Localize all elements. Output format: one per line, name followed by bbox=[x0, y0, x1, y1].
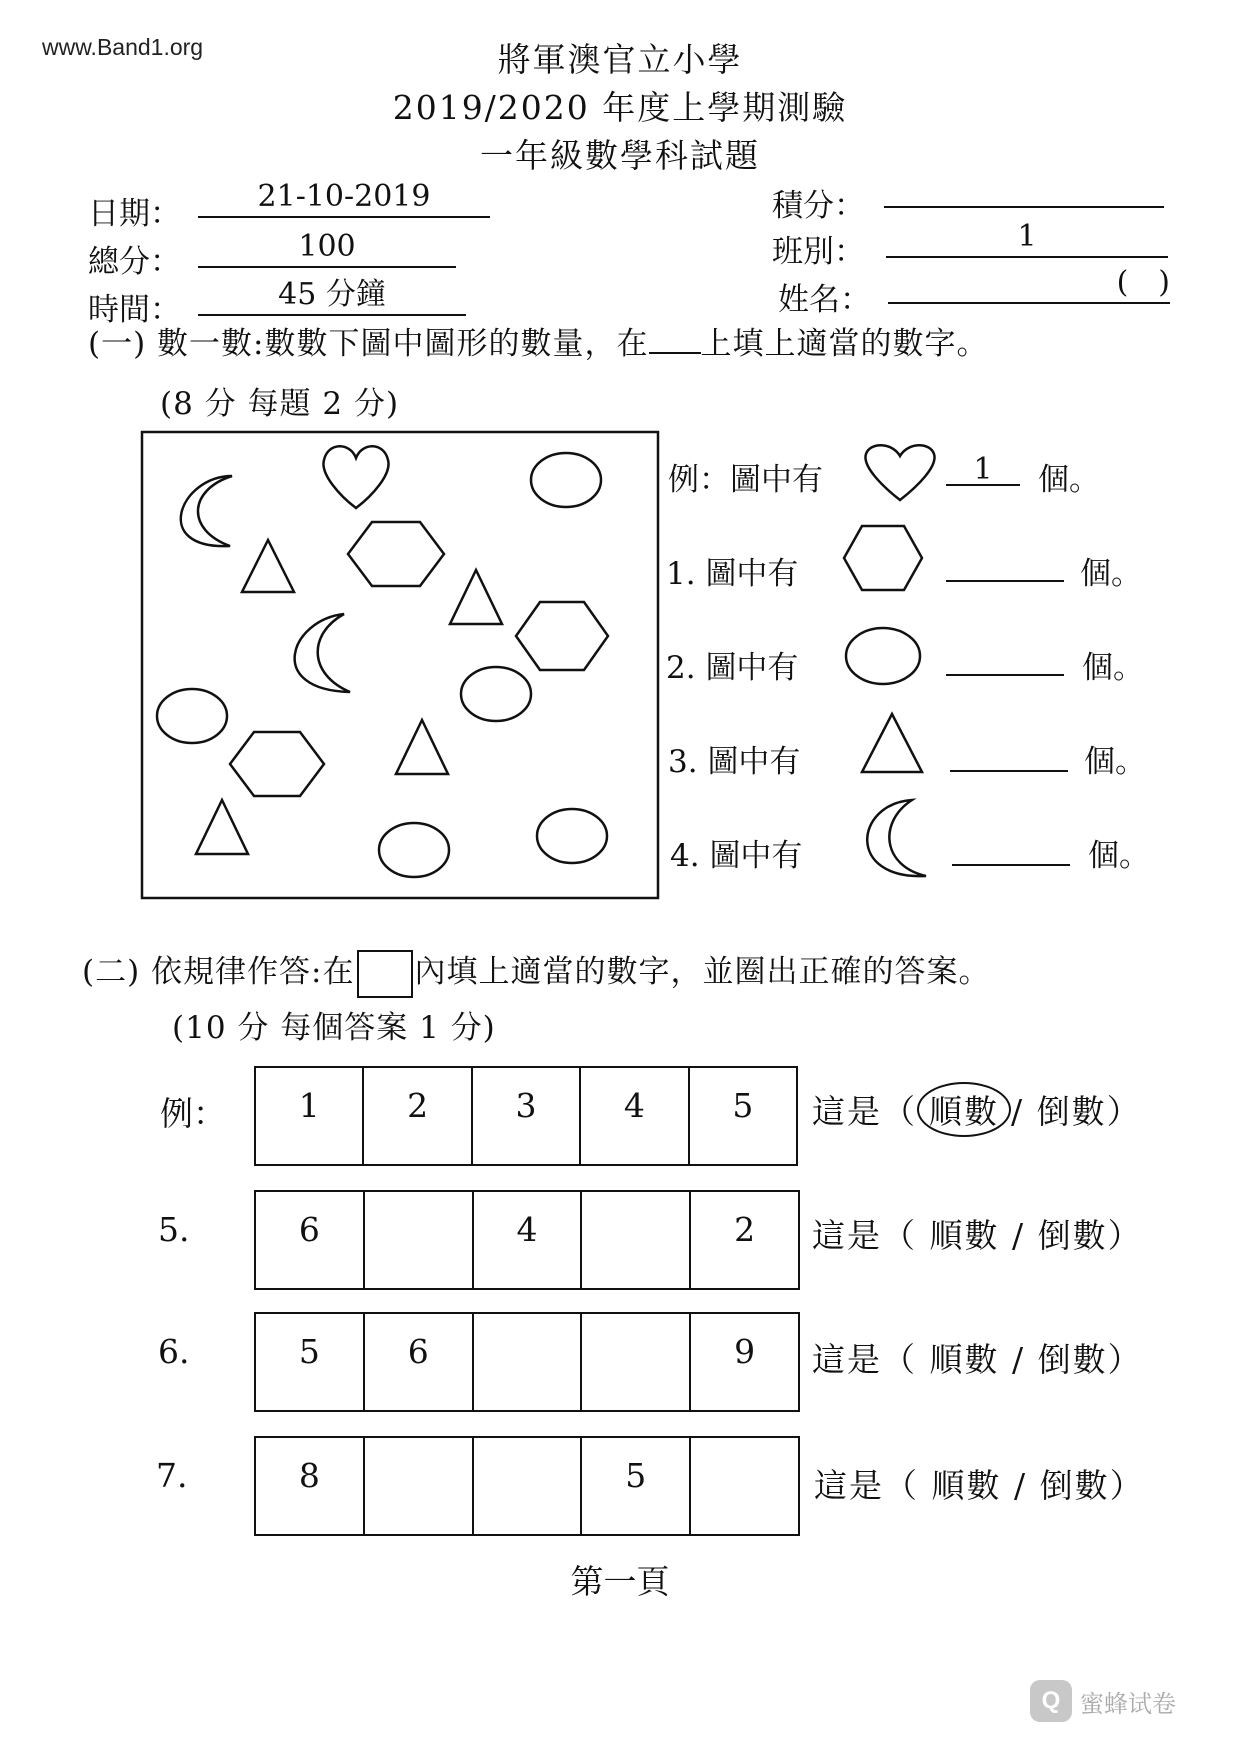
sequence-cell[interactable] bbox=[691, 1438, 798, 1534]
sequence-cell: 3 bbox=[473, 1068, 581, 1164]
score-field[interactable] bbox=[884, 168, 1164, 208]
question-4-answer[interactable] bbox=[952, 836, 1070, 870]
question-2-text bbox=[666, 642, 798, 687]
heart-icon bbox=[323, 446, 388, 508]
sequence-row-7 bbox=[254, 1436, 800, 1536]
time-label: 時間： bbox=[88, 292, 181, 328]
crescent-moon-icon bbox=[181, 476, 232, 546]
class-label: 班別： bbox=[772, 234, 865, 270]
section2-heading bbox=[82, 946, 991, 998]
hexagon-icon bbox=[348, 522, 444, 586]
sequence-cell[interactable] bbox=[582, 1192, 691, 1288]
triangle-icon bbox=[196, 800, 248, 854]
row-label: 例： bbox=[160, 1094, 226, 1133]
sequence-cell: 2 bbox=[364, 1068, 472, 1164]
row-label: 6. bbox=[158, 1332, 190, 1371]
question-text: 圖中有 bbox=[707, 744, 801, 780]
row-label: 7. bbox=[156, 1456, 188, 1495]
choice-suffix: ） bbox=[1107, 1340, 1143, 1379]
sequence-cell[interactable] bbox=[582, 1314, 691, 1410]
class-field[interactable]: 1 bbox=[886, 218, 1168, 258]
question-text: 圖中有 bbox=[705, 556, 799, 592]
choice-row-7[interactable] bbox=[814, 1460, 1145, 1507]
question-num: 3. bbox=[668, 744, 698, 780]
section1-heading-a: (一) 數一數:數數下圖中圖形的數量，在 bbox=[88, 326, 649, 362]
choice-suffix: ） bbox=[1107, 1216, 1143, 1255]
choice-a[interactable]: 順數 bbox=[929, 1340, 1000, 1379]
sequence-cell[interactable]: 9 bbox=[734, 1332, 756, 1371]
answer-blank[interactable] bbox=[952, 836, 1070, 866]
box-sample bbox=[357, 950, 413, 998]
triangle-icon bbox=[450, 570, 502, 624]
question-4-text bbox=[670, 830, 802, 875]
sequence-cell[interactable] bbox=[365, 1438, 474, 1534]
example-prefix: 例：圖中有 bbox=[668, 462, 823, 498]
question-4-unit: 個。 bbox=[1088, 838, 1150, 874]
example-answer-line bbox=[946, 452, 1020, 487]
section2-heading-b: 內填上適當的數字，並圈出正確的答案。 bbox=[414, 954, 991, 990]
question-3-text bbox=[668, 736, 800, 781]
score-label: 積分： bbox=[772, 188, 865, 224]
sequence-cell: 1 bbox=[256, 1068, 364, 1164]
question-2-answer[interactable] bbox=[946, 646, 1064, 680]
oval-icon bbox=[844, 626, 922, 686]
sequence-cell[interactable]: 5 bbox=[256, 1314, 365, 1410]
bee-logo-icon: Q bbox=[1030, 1680, 1072, 1722]
badge-text: 蜜蜂试卷 bbox=[1080, 1690, 1176, 1718]
choice-suffix: ） bbox=[1109, 1466, 1145, 1505]
question-1-text bbox=[666, 548, 798, 593]
choice-a[interactable]: 順數 bbox=[929, 1216, 1000, 1255]
brand-badge bbox=[1030, 1680, 1176, 1722]
watermark-text: www.Band1.org bbox=[42, 34, 204, 60]
triangle-icon bbox=[860, 712, 924, 774]
sequence-cell[interactable]: 6 bbox=[256, 1192, 365, 1288]
time-field[interactable]: 45 分鐘 bbox=[198, 276, 466, 316]
hexagon-icon bbox=[842, 524, 924, 592]
oval-icon bbox=[461, 667, 531, 721]
oval-icon bbox=[531, 453, 601, 507]
oval-icon bbox=[157, 689, 227, 743]
circled-answer: 順數 bbox=[917, 1082, 1011, 1137]
choice-b[interactable]: 倒數 bbox=[1037, 1216, 1108, 1255]
choice-row-6[interactable] bbox=[812, 1334, 1143, 1381]
date-label: 日期： bbox=[88, 196, 181, 232]
oval-icon bbox=[379, 823, 449, 877]
triangle-icon bbox=[396, 720, 448, 774]
choice-sep: / bbox=[1012, 1340, 1026, 1379]
choice-row-5[interactable] bbox=[812, 1210, 1143, 1257]
answer-blank[interactable] bbox=[946, 552, 1064, 582]
question-num: 1. bbox=[666, 556, 696, 592]
answer-blank[interactable] bbox=[950, 742, 1068, 772]
choice-sep: / bbox=[1014, 1466, 1028, 1505]
choice-prefix: 這是（ bbox=[812, 1216, 917, 1255]
section2-points: (10 分 每個答案 1 分) bbox=[172, 1010, 496, 1046]
name-field[interactable]: ( ) bbox=[888, 264, 1170, 304]
sequence-cell[interactable] bbox=[365, 1192, 474, 1288]
triangle-icon bbox=[242, 540, 294, 592]
question-3-unit: 個。 bbox=[1084, 744, 1146, 780]
sequence-cell[interactable]: 4 bbox=[474, 1192, 583, 1288]
section1-heading-b: 上填上適當的數字。 bbox=[700, 326, 989, 362]
example-unit: 個。 bbox=[1038, 462, 1100, 498]
sequence-cell[interactable]: 6 bbox=[365, 1314, 474, 1410]
shapes-figure bbox=[140, 430, 660, 900]
date-field[interactable]: 21-10-2019 bbox=[198, 178, 490, 218]
sequence-cell[interactable]: 5 bbox=[582, 1438, 691, 1534]
blank-sample bbox=[649, 326, 701, 354]
question-num: 2. bbox=[666, 650, 696, 686]
total-label: 總分： bbox=[88, 244, 181, 280]
figure-frame bbox=[142, 432, 658, 898]
crescent-moon-icon bbox=[852, 796, 932, 880]
section1-points: (8 分 每題 2 分) bbox=[160, 386, 400, 422]
choice-prefix: 這是（ bbox=[812, 1092, 917, 1131]
example-line bbox=[668, 454, 823, 499]
total-field[interactable]: 100 bbox=[198, 228, 456, 268]
question-3-answer[interactable] bbox=[950, 742, 1068, 776]
section2-heading-a: (二) 依規律作答:在 bbox=[82, 954, 355, 990]
question-text: 圖中有 bbox=[705, 650, 799, 686]
choice-sep: / bbox=[1011, 1092, 1025, 1131]
choice-a[interactable]: 順數 bbox=[931, 1466, 1002, 1505]
answer-blank[interactable] bbox=[946, 646, 1064, 676]
choice-suffix: ） bbox=[1106, 1092, 1142, 1131]
question-text: 圖中有 bbox=[709, 838, 803, 874]
sequence-row-5 bbox=[254, 1190, 800, 1290]
sequence-cell[interactable]: 2 bbox=[734, 1210, 756, 1249]
crescent-moon-icon bbox=[295, 614, 350, 692]
school-name: 將軍澳官立小學 bbox=[497, 40, 743, 79]
sequence-row-example bbox=[254, 1066, 798, 1166]
sequence-cell: 4 bbox=[581, 1068, 689, 1164]
name-label: 姓名： bbox=[778, 282, 871, 318]
example-answer: 1 bbox=[946, 456, 1020, 486]
sequence-cell[interactable] bbox=[474, 1314, 583, 1410]
choice-prefix: 這是（ bbox=[814, 1466, 919, 1505]
exam-title: 2019/2020 年度上學期測驗 bbox=[392, 88, 848, 127]
heart-icon bbox=[860, 442, 940, 502]
row-label: 5. bbox=[158, 1210, 190, 1249]
sequence-cell: 5 bbox=[732, 1086, 754, 1125]
section1-heading bbox=[88, 318, 989, 363]
sequence-row-6 bbox=[254, 1312, 800, 1412]
hexagon-icon bbox=[230, 732, 324, 796]
question-1-answer[interactable] bbox=[946, 552, 1064, 586]
sequence-cell[interactable]: 8 bbox=[256, 1438, 365, 1534]
choice-sep: / bbox=[1012, 1216, 1026, 1255]
choice-b[interactable]: 倒數 bbox=[1039, 1466, 1110, 1505]
choice-example bbox=[812, 1086, 1142, 1133]
question-1-unit: 個。 bbox=[1080, 556, 1142, 592]
subject-title: 一年級數學科試題 bbox=[480, 136, 760, 175]
sequence-cell[interactable] bbox=[474, 1438, 583, 1534]
question-2-unit: 個。 bbox=[1082, 650, 1144, 686]
choice-prefix: 這是（ bbox=[812, 1340, 917, 1379]
choice-b: 倒數 bbox=[1036, 1092, 1107, 1131]
oval-icon bbox=[537, 809, 607, 863]
choice-b[interactable]: 倒數 bbox=[1037, 1340, 1108, 1379]
hexagon-icon bbox=[516, 602, 608, 670]
question-num: 4. bbox=[670, 838, 700, 874]
page-number: 第一頁 bbox=[570, 1562, 670, 1601]
